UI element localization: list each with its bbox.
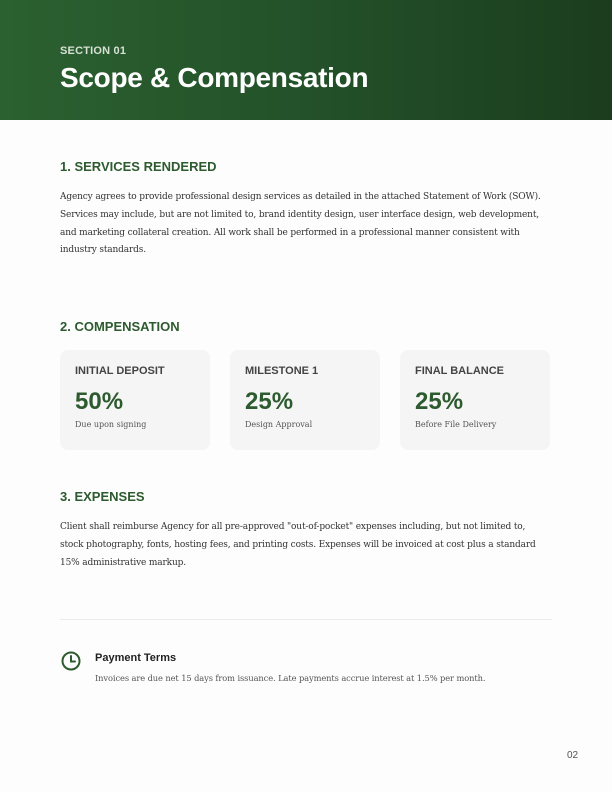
services-paragraph (60, 189, 550, 260)
payment-card-milestone-1 (230, 350, 380, 450)
text-line: and marketing collateral creation. All work shall be performed in a professional manner consistent with (60, 227, 520, 238)
text-line: Agency agrees to provide professional design services as detailed in the attached Statement of Work (SOW). (60, 192, 541, 202)
text-line: 15% administrative markup. (60, 557, 186, 568)
text-line: Client shall reimburse Agency for all pre-approved "out-of-pocket" expenses including, but not limited to, (60, 522, 526, 532)
page-number: 02 (567, 750, 579, 761)
card-note: Due upon signing (75, 420, 147, 429)
payment-terms-text: Invoices are due net 15 days from issuance. Late payments accrue interest at 1.5% per month. (95, 673, 486, 683)
card-note: Before File Delivery (415, 420, 497, 429)
card-label: FINAL BALANCE (415, 365, 505, 377)
heading-compensation: 2. COMPENSATION (60, 319, 180, 334)
payment-card-final-balance (400, 350, 550, 450)
heading-services-rendered: 1. SERVICES RENDERED (60, 159, 217, 174)
text-line: industry standards. (60, 245, 146, 256)
section-header (0, 0, 612, 120)
card-percent: 25% (245, 388, 294, 415)
card-percent: 50% (75, 388, 124, 415)
card-percent: 25% (415, 388, 464, 415)
clock-icon (61, 651, 81, 671)
expenses-paragraph (60, 519, 550, 572)
text-line: stock photography, fonts, hosting fees, and printing costs. Expenses will be invoiced at cost plus a standard (60, 539, 536, 550)
payment-terms-title: Payment Terms (95, 652, 177, 664)
page-title: Scope & Compensation (60, 62, 369, 93)
card-label: INITIAL DEPOSIT (75, 365, 165, 377)
card-note: Design Approval (245, 420, 313, 429)
divider (60, 619, 552, 620)
heading-expenses: 3. EXPENSES (60, 489, 145, 504)
section-eyebrow: SECTION 01 (60, 45, 127, 57)
text-line: Services may include, but are not limited to, brand identity design, user interface design, web development, (60, 209, 540, 220)
card-label: MILESTONE 1 (245, 365, 319, 377)
payment-card-initial-deposit (60, 350, 210, 450)
